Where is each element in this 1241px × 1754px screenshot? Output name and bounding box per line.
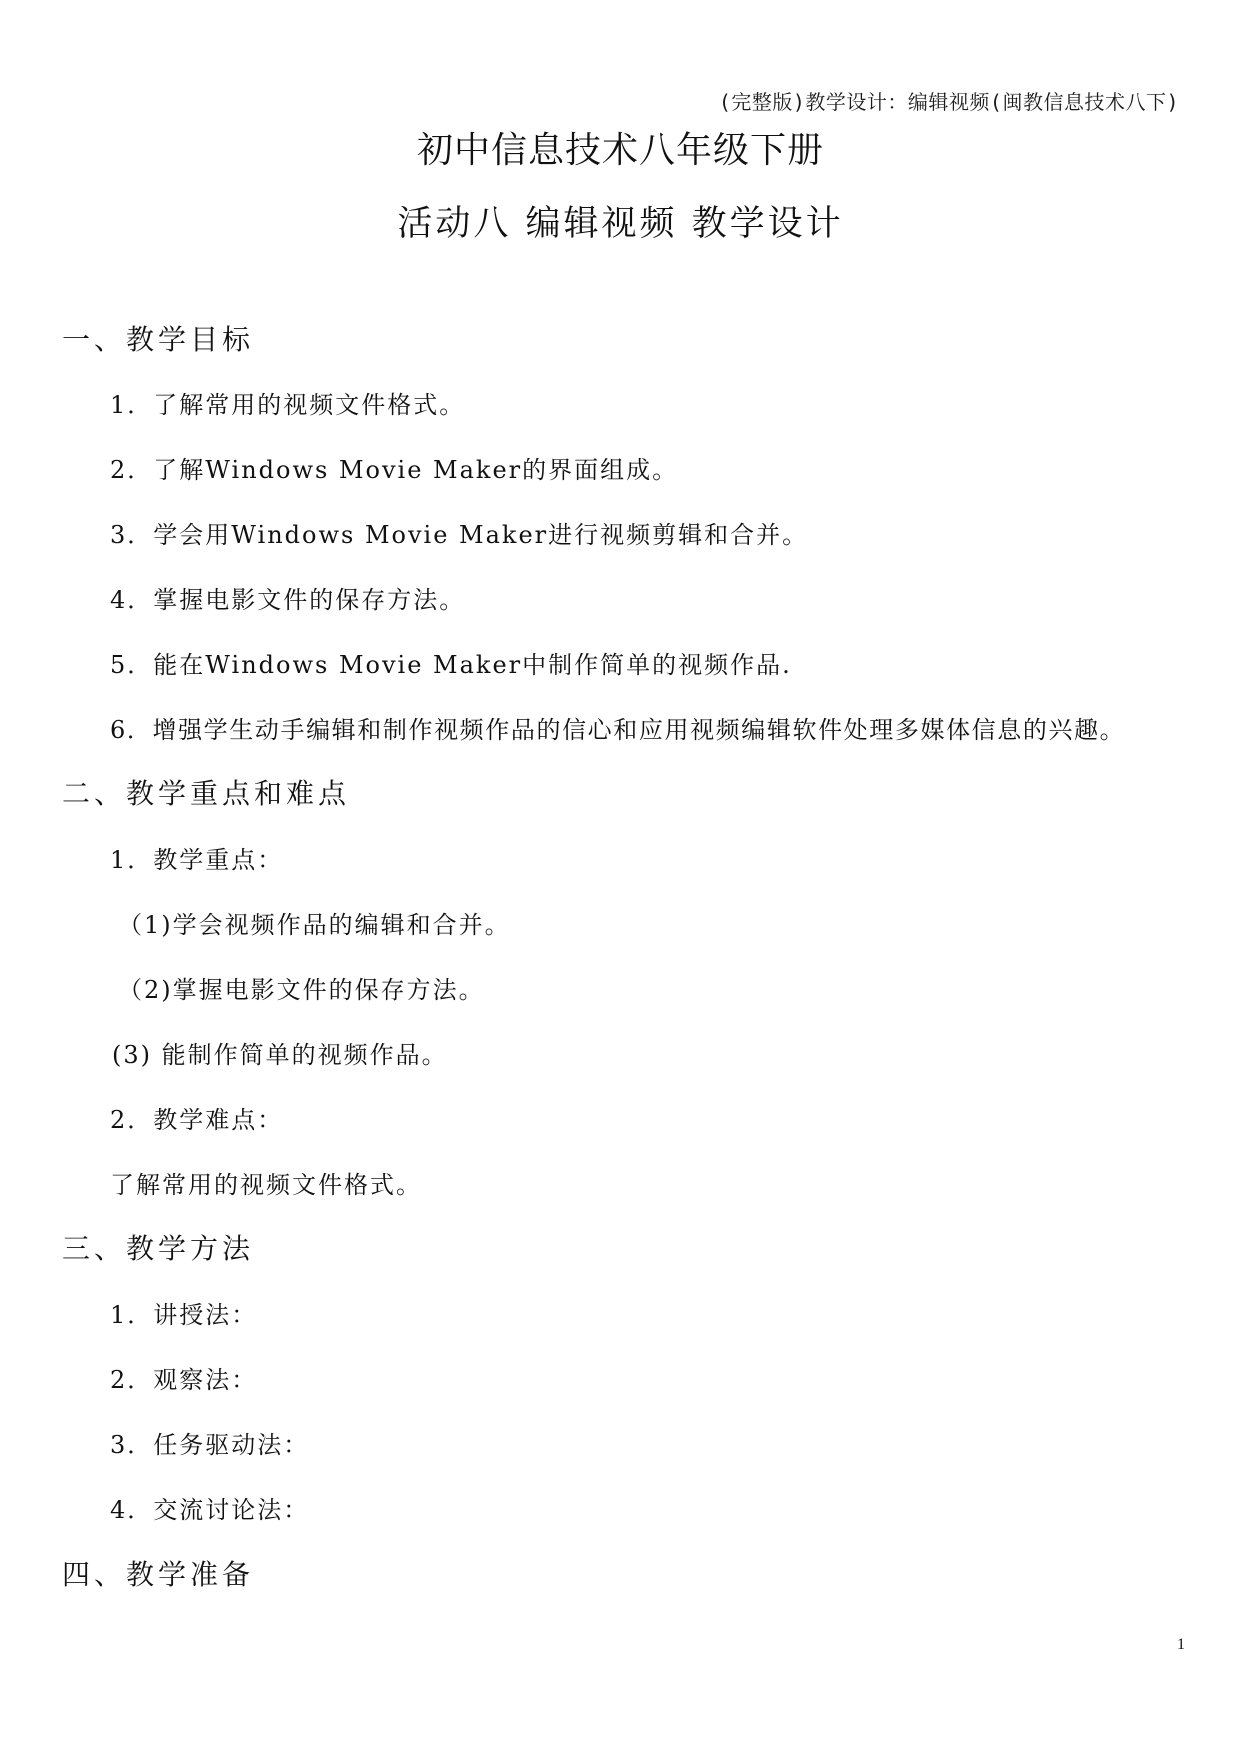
section-heading-preparation: 四、教学准备 [62,1558,255,1591]
objective-item: 3．学会用Windows Movie Maker进行视频剪辑和合并。 [110,521,809,549]
key-point-item: （1)学会视频作品的编辑和合并。 [118,911,511,939]
key-point-item: （2)掌握电影文件的保存方法。 [118,976,485,1004]
page-number: 1 [1177,1636,1185,1653]
method-item: 1．讲授法： [110,1301,258,1329]
method-item: 4．交流讨论法： [110,1496,310,1524]
key-point-item: 1．教学重点： [110,846,284,874]
document-subtitle: 活动八 编辑视频 教学设计 [397,204,844,244]
method-item: 2．观察法： [110,1366,258,1394]
section-heading-key-points: 二、教学重点和难点 [62,777,351,810]
document-title: 初中信息技术八年级下册 [416,130,824,171]
objective-item: 5．能在Windows Movie Maker中制作简单的视频作品. [110,651,792,679]
key-point-item: (3) 能制作简单的视频作品。 [112,1041,448,1069]
section-heading-objectives: 一、教学目标 [62,323,255,356]
section-heading-methods: 三、教学方法 [62,1232,255,1265]
key-point-item: 了解常用的视频文件格式。 [110,1171,422,1199]
key-point-item: 2．教学难点： [110,1106,284,1134]
objective-item: 1．了解常用的视频文件格式。 [110,391,466,419]
objective-item: 4．掌握电影文件的保存方法。 [110,586,466,614]
objective-item: 6．增强学生动手编辑和制作视频作品的信心和应用视频编辑软件处理多媒体信息的兴趣。 [110,716,1126,744]
method-item: 3．任务驱动法： [110,1431,310,1459]
running-header: (完整版)教学设计：编辑视频(闽教信息技术八下) [718,90,1179,114]
objective-item: 2．了解Windows Movie Maker的界面组成。 [110,456,679,484]
